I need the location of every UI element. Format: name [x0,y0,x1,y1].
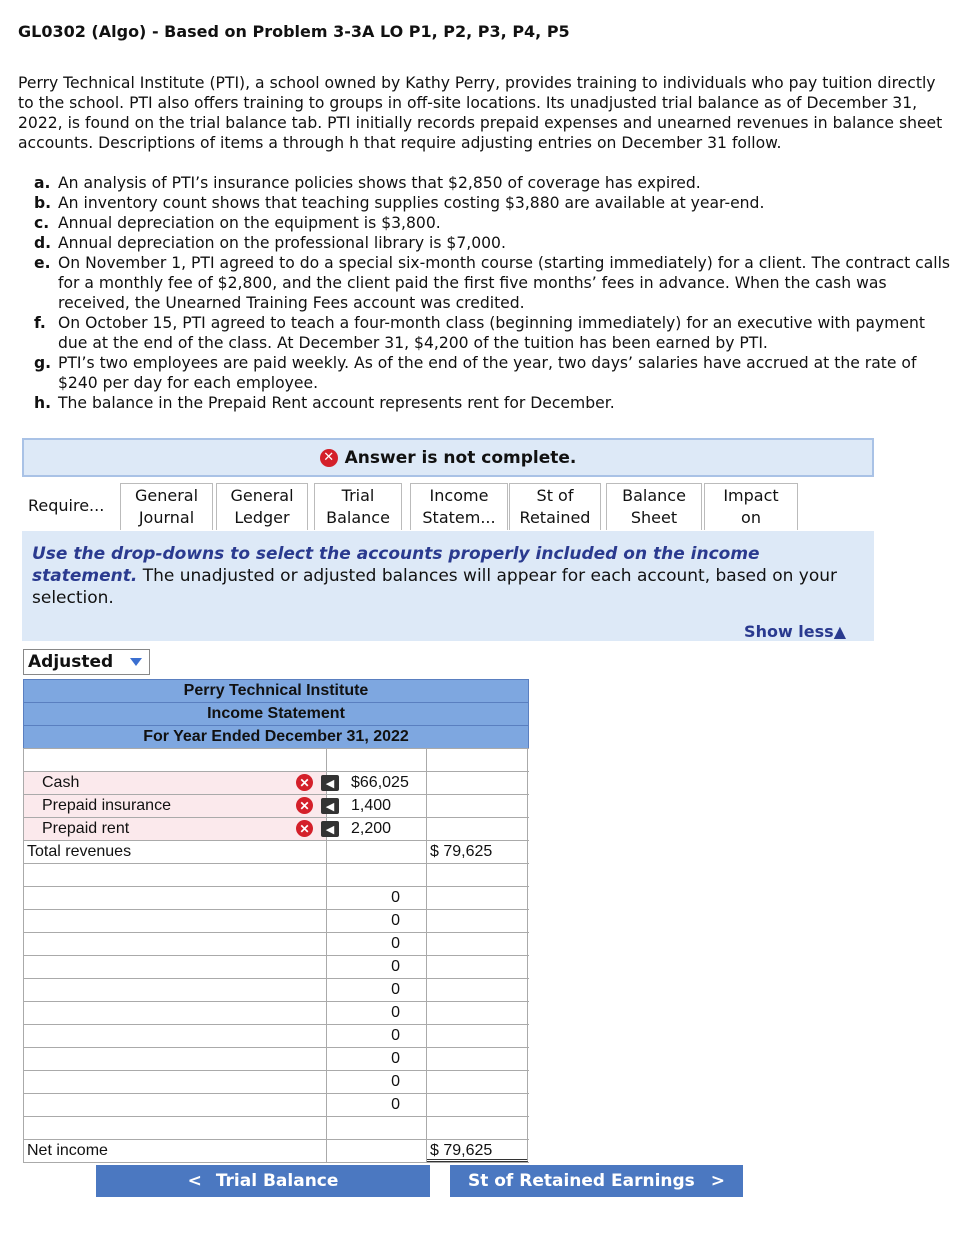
item-text: On November 1, PTI agreed to do a special six-month course (starting immediately) for a client. The contract calls for a monthly fee of $2,800, and the client paid the first five months’ fees in advance. When the cash was received, the Unearned Training Fees account was credited. [58,254,951,312]
instructions-text [32,543,852,609]
item-label: g. [34,354,52,372]
requirement-tabs [22,483,874,532]
chevron-right-icon: > [710,1171,726,1191]
tab-label: Income Statem... [422,486,496,527]
account-select[interactable] [23,1025,327,1047]
incorrect-x-icon: ✕ [296,797,313,814]
adjustment-item [34,353,959,393]
amount-value: $66,025 [351,774,409,791]
expense-value: 0 [391,1050,400,1067]
adjustment-item [34,253,959,313]
return-arrow-icon: ◀ [321,798,339,814]
item-label: d. [34,234,52,252]
table-row [23,771,529,794]
account-select[interactable] [23,956,327,978]
balance-type-select[interactable] [23,649,150,675]
table-row [23,817,529,840]
answer-status-banner [22,438,874,477]
tab-retained-earnings[interactable] [509,483,601,530]
table-row [23,794,529,817]
adjustment-item [34,173,959,193]
incorrect-x-icon: ✕ [296,774,313,791]
expense-value: 0 [391,935,400,952]
item-text: On October 15, PTI agreed to teach a four-month class (beginning immediately) for an executive with payment due at the end of the class. At December 31, $4,200 of the tuition has been earned by PTI. [58,314,925,352]
expense-value: 0 [391,1027,400,1044]
answer-status-text: Answer is not complete. [344,447,577,468]
account-select[interactable] [23,1002,327,1024]
amount-cell [299,772,427,794]
account-select[interactable] [23,818,327,840]
problem-intro: Perry Technical Institute (PTI), a school owned by Kathy Perry, provides training to individuals who pay tuition directly to the school. PTI also offers training to groups in off-site locations. Its unadjusted trial balance as of December 31, 2022, is found on the trial balance tab. PTI initially records prepaid expenses and unearned revenues in balance sheet accounts. Descriptions of items a through h that require adjusting entries on December 31 follow. [18,74,943,152]
total-revenues-value: $ 79,625 [430,843,493,860]
amount-value: 1,400 [351,797,392,814]
adjustment-item [34,393,959,413]
instructions-rest: The unadjusted or adjusted balances will appear for each account, based on your selection. [32,566,838,608]
item-label: c. [34,214,50,232]
account-select[interactable] [23,910,327,932]
item-label: e. [34,254,51,272]
total-revenues-label: Total revenues [27,843,132,860]
account-select[interactable] [23,772,327,794]
table-row [23,1024,529,1047]
adjustment-item [34,313,959,353]
account-select[interactable] [23,887,327,909]
caret-down-icon [130,658,142,666]
expense-value: 0 [391,1004,400,1021]
return-arrow-icon: ◀ [321,821,339,837]
table-row [23,1070,529,1093]
item-text: Annual depreciation on the professional library is $7,000. [58,234,506,252]
item-text: PTI’s two employees are paid weekly. As of the end of the year, two days’ salaries have accrued at the rate of $240 per day for each employee. [58,354,917,392]
account-select[interactable] [23,1048,327,1070]
expense-value: 0 [391,889,400,906]
table-row [23,1047,529,1070]
net-income-value: $ 79,625 [430,1142,493,1159]
tab-general-journal[interactable] [120,483,213,530]
expense-value: 0 [391,1073,400,1090]
tab-label: Impact on [723,486,779,527]
problem-title: GL0302 (Algo) - Based on Problem 3-3A LO P1, P2, P3, P4, P5 [18,22,570,41]
tab-impact[interactable] [704,483,798,530]
incorrect-x-icon: ✕ [320,449,338,467]
table-row [23,1093,529,1116]
account-name: Prepaid insurance [42,797,171,814]
tab-trial-balance[interactable] [314,483,402,530]
expense-value: 0 [391,1096,400,1113]
tab-label: Balance Sheet [622,486,686,527]
chevron-left-icon: < [187,1171,202,1191]
account-select[interactable] [23,1071,327,1093]
expense-value: 0 [391,958,400,975]
item-text: The balance in the Prepaid Rent account represents rent for December. [58,394,615,412]
account-select[interactable] [23,979,327,1001]
table-row [23,863,529,886]
item-label: h. [34,394,52,412]
show-less-link[interactable]: Show less▲ [744,622,846,641]
instructions-emphasis: Use the drop-downs to select the accounts properly included on the income statement. [32,544,760,586]
prev-button-label: Trial Balance [215,1171,339,1191]
account-name: Prepaid rent [42,820,130,837]
instructions-panel [22,531,874,641]
tab-general-ledger[interactable] [216,483,308,530]
tab-label: General Ledger [230,486,294,527]
table-row [23,978,529,1001]
tab-label: Trial Balance [326,486,390,527]
account-select[interactable] [23,1094,327,1116]
account-select[interactable] [23,1117,327,1139]
tab-label: St of Retained [519,486,591,527]
table-row [23,1001,529,1024]
return-arrow-icon: ◀ [321,775,339,791]
adjustment-item [34,213,959,233]
table-row [23,1116,529,1139]
statement-period: For Year Ended December 31, 2022 [23,725,529,749]
total-revenues-row [23,840,529,863]
table-row [23,932,529,955]
item-label: b. [34,194,52,212]
account-select[interactable] [23,933,327,955]
prev-trial-balance-button[interactable] [96,1165,430,1197]
amount-value: 2,200 [351,820,392,837]
table-row [23,886,529,909]
account-select[interactable] [23,864,327,886]
table-row [23,909,529,932]
next-button-label: St of Retained Earnings [467,1171,695,1191]
incorrect-x-icon: ✕ [296,820,313,837]
table-row [23,955,529,978]
amount-cell [299,818,427,840]
company-name: Perry Technical Institute [23,679,529,702]
expense-value: 0 [391,981,400,998]
statement-header [23,679,529,749]
item-text: An inventory count shows that teaching supplies costing $3,880 are available at year-end. [58,194,765,212]
tab-balance-sheet[interactable] [606,483,702,530]
total-revenues-label-cell[interactable] [23,841,327,863]
account-select[interactable] [23,795,327,817]
amount-cell [299,795,427,817]
net-income-label-cell[interactable] [23,1140,327,1162]
item-text: An analysis of PTI’s insurance policies shows that $2,850 of coverage has expired. [58,174,701,192]
item-label: f. [34,314,46,332]
tab-label: General Journal [134,486,199,527]
statement-name: Income Statement [23,702,529,725]
adjustment-item [34,193,959,213]
expense-value: 0 [391,912,400,929]
item-label: a. [34,174,51,192]
account-name: Cash [42,774,80,791]
tab-income-statement[interactable] [410,483,508,530]
adjustment-items-list [34,173,959,413]
net-income-label: Net income [27,1142,108,1159]
adjustment-item [34,233,959,253]
tab-requirements[interactable] [22,483,124,529]
net-income-row [23,1139,529,1163]
next-retained-earnings-button[interactable] [450,1165,743,1197]
item-text: Annual depreciation on the equipment is $3,800. [58,214,441,232]
tab-label: Require... [28,496,105,515]
balance-type-value: Adjusted [28,652,114,672]
